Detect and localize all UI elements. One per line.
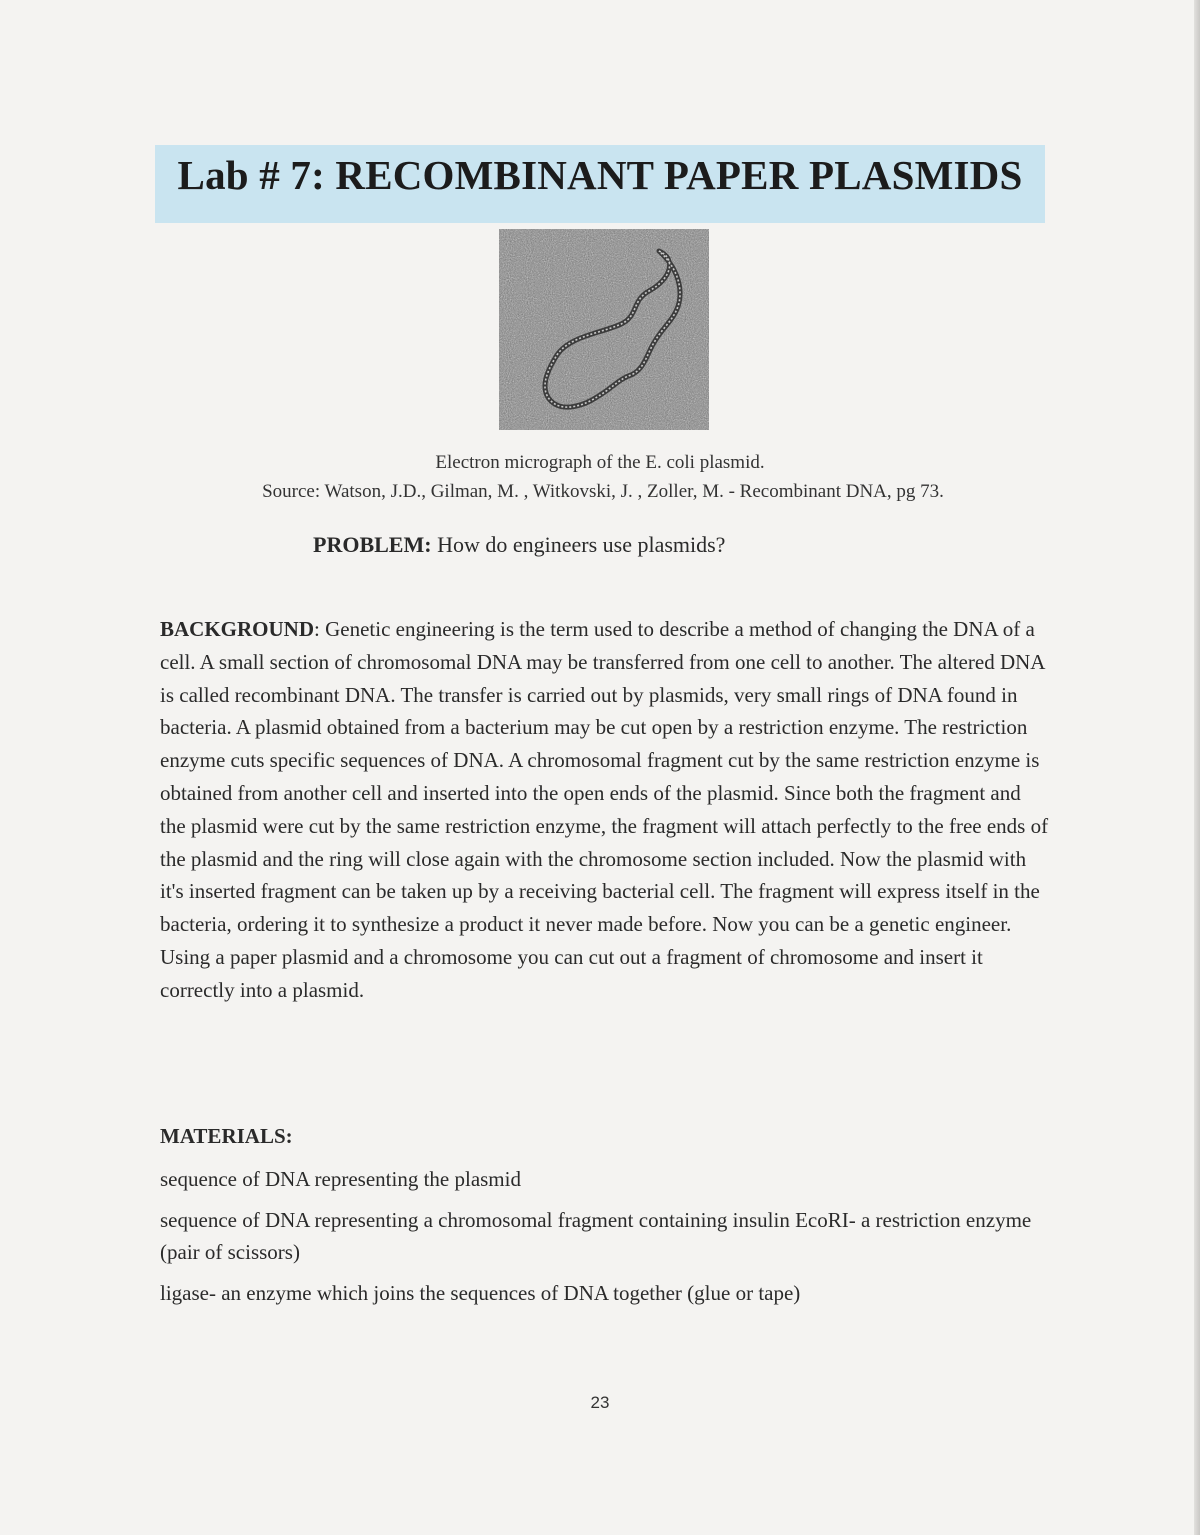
background-text: Genetic engineering is the term used to describe a method of changing the DNA of a cell. A small section of chromosomal DNA may be transferred from one cell to another. The altered DNA is called recombinant DNA. The transfer is carried out by plasmids, very small rings of DNA found in bacteria. A plasmid obtained from a bacterium may be cut open by a restriction enzyme. The restriction enzyme cuts specific sequences of DNA. A chromosomal fragment cut by the same restriction enzyme is obtained from another cell and inserted into the open ends of the plasmid. Since both the fragment and the plasmid were cut by the same restriction enzyme, the fragment will attach perfectly to the free ends of the plasmid and the ring will close again with the chromosome section included. Now the plasmid with it's inserted fragment can be taken up by a receiving bacterial cell. The fragment will express itself in the bacteria, ordering it to synthesize a product it never made before. Now you can be a genetic engineer. Using a paper plasmid and a chromosome you can cut out a fragment of chromosome and insert it correctly into a plasmid. — [160, 617, 1049, 1002]
problem-statement — [313, 532, 725, 558]
materials-heading: MATERIALS: — [160, 1124, 293, 1148]
plasmid-micrograph-image — [499, 229, 709, 430]
background-paragraph: BACKGROUND: Genetic engineering is the term used to describe a method of changing the DNA of a cell. A small section of chromosomal DNA may be transferred from one cell to another. The altered DNA is called recombinant DNA. The transfer is carried out by plasmids, very small rings of DNA found in bacteria. A plasmid obtained from a bacterium may be cut open by a restriction enzyme. The restriction enzyme cuts specific sequences of DNA. A chromosomal fragment cut by the same restriction enzyme is obtained from another cell and inserted into the open ends of the plasmid. Since both the fragment and the plasmid were cut by the same restriction enzyme, the fragment will attach perfectly to the free ends of the plasmid and the ring will close again with the chromosome section included. Now the plasmid with it's inserted fragment can be taken up by a receiving bacterial cell. The fragment will express itself in the bacteria, ordering it to synthesize a product it never made before. Now you can be a genetic engineer. Using a paper plasmid and a chromosome you can cut out a fragment of chromosome and insert it correctly into a plasmid. — [160, 617, 1049, 1002]
page-title: Lab # 7: RECOMBINANT PAPER PLASMIDS — [177, 152, 1023, 198]
micrograph-graphic — [499, 229, 709, 430]
figure-source: Source: Watson, J.D., Gilman, M. , Witkovski, J. , Zoller, M. - Recombinant DNA, pg 73. — [262, 481, 944, 502]
problem-label: PROBLEM: — [313, 532, 432, 557]
materials-list — [160, 1163, 1060, 1318]
materials-item: sequence of DNA representing a chromosomal fragment containing insulin EcoRI- a restriction enzyme (pair of scissors) — [160, 1208, 1032, 1264]
title-banner — [155, 145, 1045, 223]
page-number: 23 — [590, 1393, 610, 1412]
problem-text: How do engineers use plasmids? — [437, 532, 726, 557]
background-label: BACKGROUND — [160, 617, 315, 641]
page-edge — [1194, 0, 1200, 1535]
materials-item: sequence of DNA representing the plasmid — [160, 1167, 521, 1191]
figure-caption: Electron micrograph of the E. coli plasmid. — [435, 452, 765, 473]
materials-item: ligase- an enzyme which joins the sequences of DNA together (glue or tape) — [160, 1281, 801, 1305]
